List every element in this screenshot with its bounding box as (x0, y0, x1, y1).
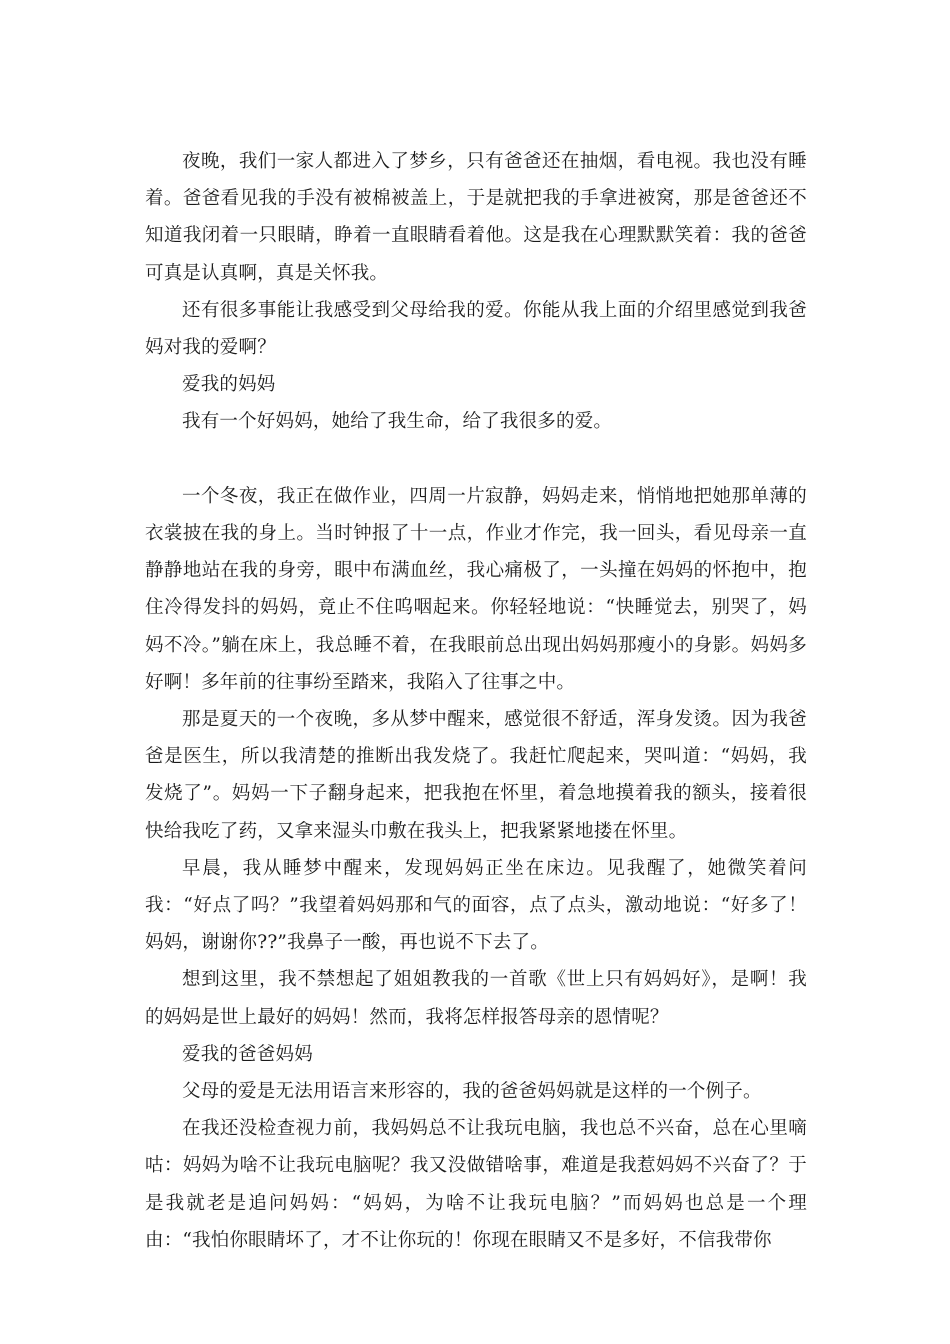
paragraph-song: 想到这里，我不禁想起了姐姐教我的一首歌《世上只有妈妈好》，是啊！我的妈妈是世上最好的妈妈！然而，我将怎样报答母亲的恩情呢？ (145, 969, 807, 1028)
document-page (145, 143, 807, 1259)
blank-line (145, 441, 807, 478)
paragraph-summer-fever: 那是夏天的一个夜晚，多从梦中醒来，感觉很不舒适，浑身发烫。因为我爸爸是医生，所以我清楚的推断出我发烧了。我赶忙爬起来，哭叫道：“妈妈，我发烧了”。妈妈一下子翻身起来，把我抱在怀里，着急地摸着我的额头，接着很快给我吃了药，又拿来湿头巾敷在我头上，把我紧紧地搂在怀里。 (145, 709, 807, 842)
paragraph-father-night: 夜晚，我们一家人都进入了梦乡，只有爸爸还在抽烟，看电视。我也没有睡着。爸爸看见我的手没有被棉被盖上，于是就把我的手拿进被窝，那是爸爸还不知道我闭着一只眼睛，睁着一直眼睛看着他。这是我在心理默默笑着：我的爸爸可真是认真啊，真是关怀我。 (145, 151, 807, 284)
section-title-mother: 爱我的妈妈 (182, 374, 276, 396)
paragraph-computer: 在我还没检查视力前，我妈妈总不让我玩电脑，我也总不兴奋，总在心里嘀咕：妈妈为啥不让我玩电脑呢？我又没做错啥事，难道是我惹妈妈不兴奋了？于是我就老是追问妈妈：“妈妈，为啥不让我玩电脑？”而妈妈也总是一个理由：“我怕你眼睛坏了，才不让你玩的！你现在眼睛又不是多好，不信我带你 (145, 1118, 807, 1251)
paragraph-parents-love: 还有很多事能让我感受到父母给我的爱。你能从我上面的介绍里感觉到我爸妈对我的爱啊？ (145, 299, 807, 359)
paragraph-good-mother: 我有一个好妈妈，她给了我生命，给了我很多的爱。 (182, 411, 613, 433)
paragraph-parents-example: 父母的爱是无法用语言来形容的，我的爸爸妈妈就是这样的一个例子。 (182, 1081, 762, 1103)
section-title-parents: 爱我的爸爸妈妈 (182, 1043, 313, 1065)
paragraph-winter-night: 一个冬夜，我正在做作业，四周一片寂静，妈妈走来，悄悄地把她那单薄的衣裳披在我的身上。当时钟报了十一点，作业才作完，我一回头，看见母亲一直静静地站在我的身旁，眼中布满血丝，我心痛极了，一头撞在妈妈的怀抱中，抱住冷得发抖的妈妈，竟止不住呜咽起来。你轻轻地说：“快睡觉去，别哭了，妈妈不冷。”躺在床上，我总睡不着，在我眼前总出现出妈妈那瘦小的身影。妈妈多好啊！多年前的往事纷至踏来，我陷入了往事之中。 (145, 485, 807, 693)
paragraph-morning: 早晨，我从睡梦中醒来，发现妈妈正坐在床边。见我醒了，她微笑着问我：“好点了吗？”我望着妈妈那和气的面容，点了点头，激动地说：“好多了！妈妈，谢谢你??”我鼻子一酸，再也说不下去了。 (145, 857, 807, 954)
